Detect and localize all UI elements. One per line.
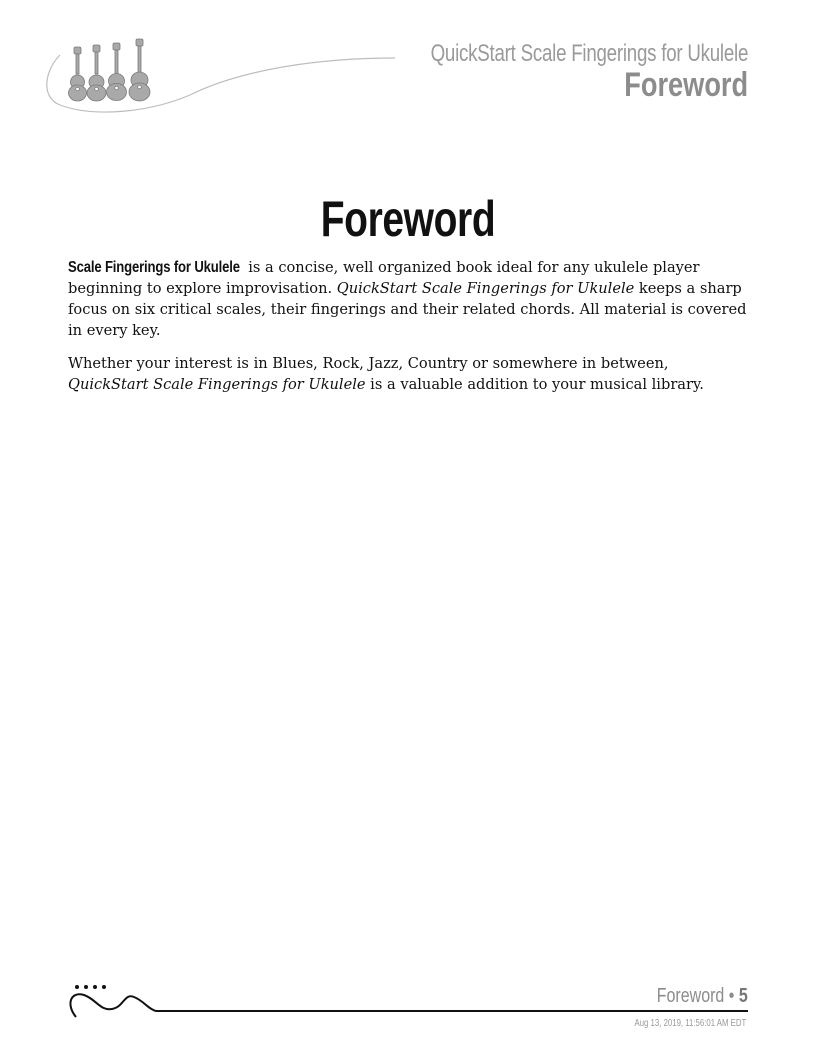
footer-dots xyxy=(75,985,106,989)
body-text xyxy=(68,257,750,407)
footer-separator: • xyxy=(729,985,735,1007)
italic-book-title: QuickStart Scale Fingerings for Ukulele xyxy=(336,280,635,297)
ukulele-icon xyxy=(69,39,151,101)
footer-page-label xyxy=(634,986,748,1006)
header-chapter-title: Foreword xyxy=(624,66,748,104)
paragraph-2-text-a: Whether your interest is in Blues, Rock, Jazz, Country or somewhere in between, xyxy=(68,355,669,372)
paragraph-2 xyxy=(68,353,750,395)
footer-section: Foreword xyxy=(657,985,725,1007)
running-header xyxy=(341,42,748,102)
paragraph-2-text-b: is a valuable addition to your musical library. xyxy=(365,376,704,393)
paragraph-1-text-b: keeps a sharp focus on six critical scales, their fingerings and their related chords. All material is covered in every key. xyxy=(68,280,747,339)
paragraph-1-text-a: is a concise, well organized book ideal for any ukulele player beginning to explore improvisation. xyxy=(68,259,700,297)
italic-book-title: QuickStart Scale Fingerings for Ukulele xyxy=(68,376,366,393)
page-title: Foreword xyxy=(320,191,496,247)
footer-timestamp: Aug 13, 2019, 11:56:01 AM EDT xyxy=(634,1018,746,1029)
page-number: 5 xyxy=(739,985,748,1007)
header-book-title: QuickStart Scale Fingerings for Ukulele xyxy=(430,40,748,67)
paragraph-1 xyxy=(68,257,750,341)
bold-book-title: Scale Fingerings for Ukulele xyxy=(68,259,240,276)
